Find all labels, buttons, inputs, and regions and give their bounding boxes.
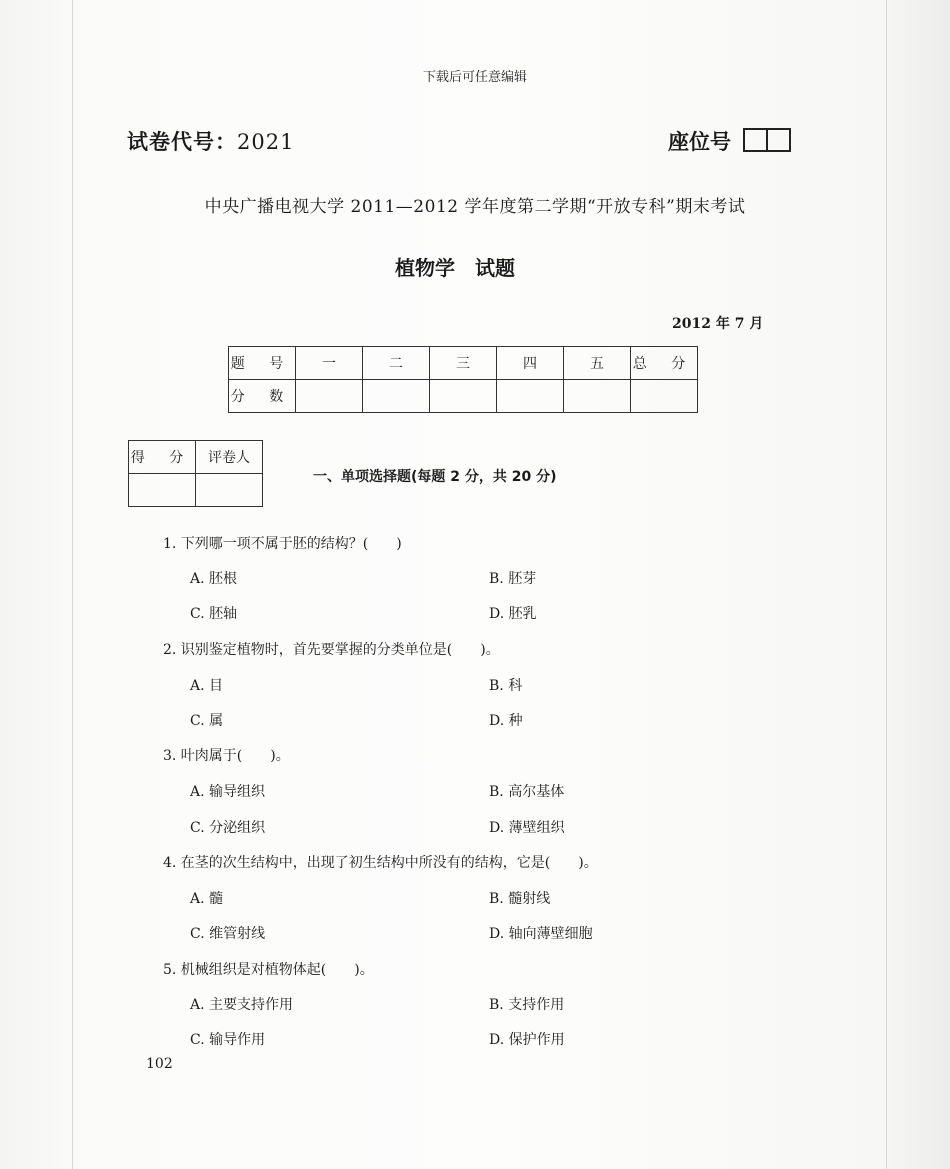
- watermark-text: 下载后可任意编辑: [422, 70, 527, 85]
- seat-label: 座位号: [668, 130, 731, 154]
- score-header-cell: 总 分: [631, 347, 698, 380]
- score-table-header-row: [229, 347, 698, 380]
- question-2: 2. 识别鉴定植物时，首先要掌握的分类单位是( )。: [163, 642, 500, 658]
- exam-code-label: 试卷代号：: [127, 130, 237, 154]
- question-1: 1. 下列哪一项不属于胚的结构？( ): [163, 536, 402, 552]
- question-5-option-c: C. 输导作用: [190, 1032, 266, 1048]
- question-2-option-b: B. 科: [489, 678, 523, 694]
- subject-title: 植物学 试题: [395, 256, 515, 280]
- score-header-cell: 四: [497, 347, 564, 380]
- score-header-cell: 三: [430, 347, 497, 380]
- score-value-cell: [564, 380, 631, 413]
- exam-code-number: 2021: [237, 130, 295, 154]
- question-5-option-a: A. 主要支持作用: [190, 997, 294, 1013]
- score-table-value-row: [229, 380, 698, 413]
- exam-title: 中央广播电视大学 2011—2012 学年度第二学期“开放专科”期末考试: [204, 197, 746, 217]
- grader-name-cell: [196, 474, 263, 507]
- score-value-cell: [497, 380, 564, 413]
- score-value-cell: [430, 380, 497, 413]
- question-4-option-b: B. 髓射线: [489, 891, 551, 907]
- score-value-cell: [363, 380, 430, 413]
- score-header-cell: 五: [564, 347, 631, 380]
- seat-number-box: [743, 128, 791, 152]
- grader-table: [128, 440, 263, 507]
- grader-name-header: 评卷人: [196, 441, 263, 474]
- question-5-option-d: D. 保护作用: [489, 1032, 565, 1048]
- grader-score-cell: [129, 474, 196, 507]
- grader-score-header: 得 分: [129, 441, 196, 474]
- question-1-option-c: C. 胚轴: [190, 606, 238, 622]
- question-4: 4. 在茎的次生结构中，出现了初生结构中所没有的结构，它是( )。: [163, 855, 598, 871]
- section-title: 一、单项选择题(每题 2 分，共 20 分): [313, 469, 557, 485]
- question-4-option-d: D. 轴向薄壁细胞: [489, 926, 593, 942]
- question-4-option-c: C. 维管射线: [190, 926, 266, 942]
- score-value-cell: [296, 380, 363, 413]
- question-1-option-a: A. 胚根: [190, 571, 238, 587]
- scan-edge-left: [72, 0, 73, 1169]
- scan-edge-right: [886, 0, 887, 1169]
- exam-code: [127, 126, 294, 156]
- question-2-option-d: D. 种: [489, 713, 523, 729]
- question-1-option-b: B. 胚芽: [489, 571, 537, 587]
- question-5-option-b: B. 支持作用: [489, 997, 565, 1013]
- exam-date: 2012 年 7 月: [672, 316, 764, 332]
- score-header-cell: 一: [296, 347, 363, 380]
- question-4-option-a: A. 髓: [190, 891, 224, 907]
- question-3-option-c: C. 分泌组织: [190, 820, 266, 836]
- score-header-cell: 二: [363, 347, 430, 380]
- question-3-option-a: A. 输导组织: [190, 784, 266, 800]
- question-2-option-a: A. 目: [190, 678, 224, 694]
- score-value-cell: [631, 380, 698, 413]
- question-5: 5. 机械组织是对植物体起( )。: [163, 962, 374, 978]
- score-table: [228, 346, 698, 413]
- question-3-option-d: D. 薄壁组织: [489, 820, 565, 836]
- question-2-option-c: C. 属: [190, 713, 224, 729]
- question-1-option-d: D. 胚乳: [489, 606, 537, 622]
- question-3-option-b: B. 高尔基体: [489, 784, 565, 800]
- page-number: 102: [146, 1056, 173, 1072]
- score-header-cell: 题 号: [229, 347, 296, 380]
- score-row-label: 分 数: [229, 380, 296, 413]
- question-3: 3. 叶肉属于( )。: [163, 748, 290, 764]
